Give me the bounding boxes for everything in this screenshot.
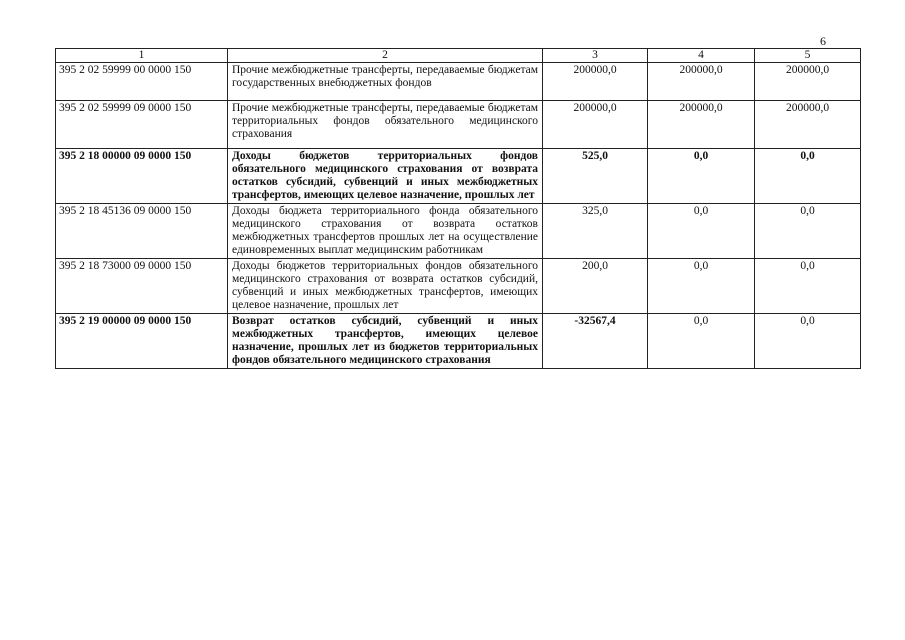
- description-cell: Возврат остатков субсидий, субвенций и иных межбюджетных трансфертов, имеющих целевое назначение, прошлых лет из бюджетов территориальных фондов обязательного медицинского страхования: [228, 314, 543, 369]
- value-cell-col5: 200000,0: [755, 101, 861, 149]
- description-cell: Доходы бюджетов территориальных фондов обязательного медицинского страхования от возврата остатков субсидий, субвенций и иных межбюджетных трансфертов, имеющих целевое назначение, прошлых лет: [228, 259, 543, 314]
- budget-code-cell: 395 2 18 00000 09 0000 150: [56, 149, 228, 204]
- value-cell-col3: 200000,0: [543, 63, 648, 101]
- table-header-row: [56, 49, 861, 63]
- value-cell-col5: 0,0: [755, 259, 861, 314]
- value-cell-col3: 200,0: [543, 259, 648, 314]
- table-row: [56, 259, 861, 314]
- value-cell-col3: 525,0: [543, 149, 648, 204]
- column-header: 4: [648, 49, 755, 63]
- value-cell-col3: 325,0: [543, 204, 648, 259]
- description-cell: Прочие межбюджетные трансферты, передаваемые бюджетам территориальных фондов обязательного медицинского страхования: [228, 101, 543, 149]
- value-cell-col4: 0,0: [648, 259, 755, 314]
- budget-code-cell: 395 2 18 45136 09 0000 150: [56, 204, 228, 259]
- budget-code-cell: 395 2 02 59999 00 0000 150: [56, 63, 228, 101]
- value-cell-col5: 0,0: [755, 314, 861, 369]
- value-cell-col4: 0,0: [648, 204, 755, 259]
- page-number: 6: [820, 34, 826, 48]
- table-row: [56, 101, 861, 149]
- column-header: 2: [228, 49, 543, 63]
- budget-revenue-table: [55, 48, 861, 369]
- budget-code-cell: 395 2 19 00000 09 0000 150: [56, 314, 228, 369]
- table-row: [56, 149, 861, 204]
- value-cell-col4: 200000,0: [648, 63, 755, 101]
- table-row: [56, 314, 861, 369]
- column-header: 1: [56, 49, 228, 63]
- value-cell-col5: 0,0: [755, 149, 861, 204]
- description-cell: Доходы бюджета территориального фонда обязательного медицинского страхования от возврата остатков межбюджетных трансфертов прошлых лет на осуществление единовременных выплат медицинским работникам: [228, 204, 543, 259]
- table-row: [56, 63, 861, 101]
- value-cell-col5: 0,0: [755, 204, 861, 259]
- budget-code-cell: 395 2 02 59999 09 0000 150: [56, 101, 228, 149]
- budget-code-cell: 395 2 18 73000 09 0000 150: [56, 259, 228, 314]
- column-header: 3: [543, 49, 648, 63]
- column-header: 5: [755, 49, 861, 63]
- value-cell-col3: 200000,0: [543, 101, 648, 149]
- value-cell-col5: 200000,0: [755, 63, 861, 101]
- value-cell-col4: 200000,0: [648, 101, 755, 149]
- value-cell-col4: 0,0: [648, 149, 755, 204]
- description-cell: Доходы бюджетов территориальных фондов обязательного медицинского страхования от возврата остатков субсидий, субвенций и иных межбюджетных трансфертов, имеющих целевое назначение, прошлых лет: [228, 149, 543, 204]
- table-row: [56, 204, 861, 259]
- description-cell: Прочие межбюджетные трансферты, передаваемые бюджетам государственных внебюджетных фондов: [228, 63, 543, 101]
- value-cell-col3: -32567,4: [543, 314, 648, 369]
- value-cell-col4: 0,0: [648, 314, 755, 369]
